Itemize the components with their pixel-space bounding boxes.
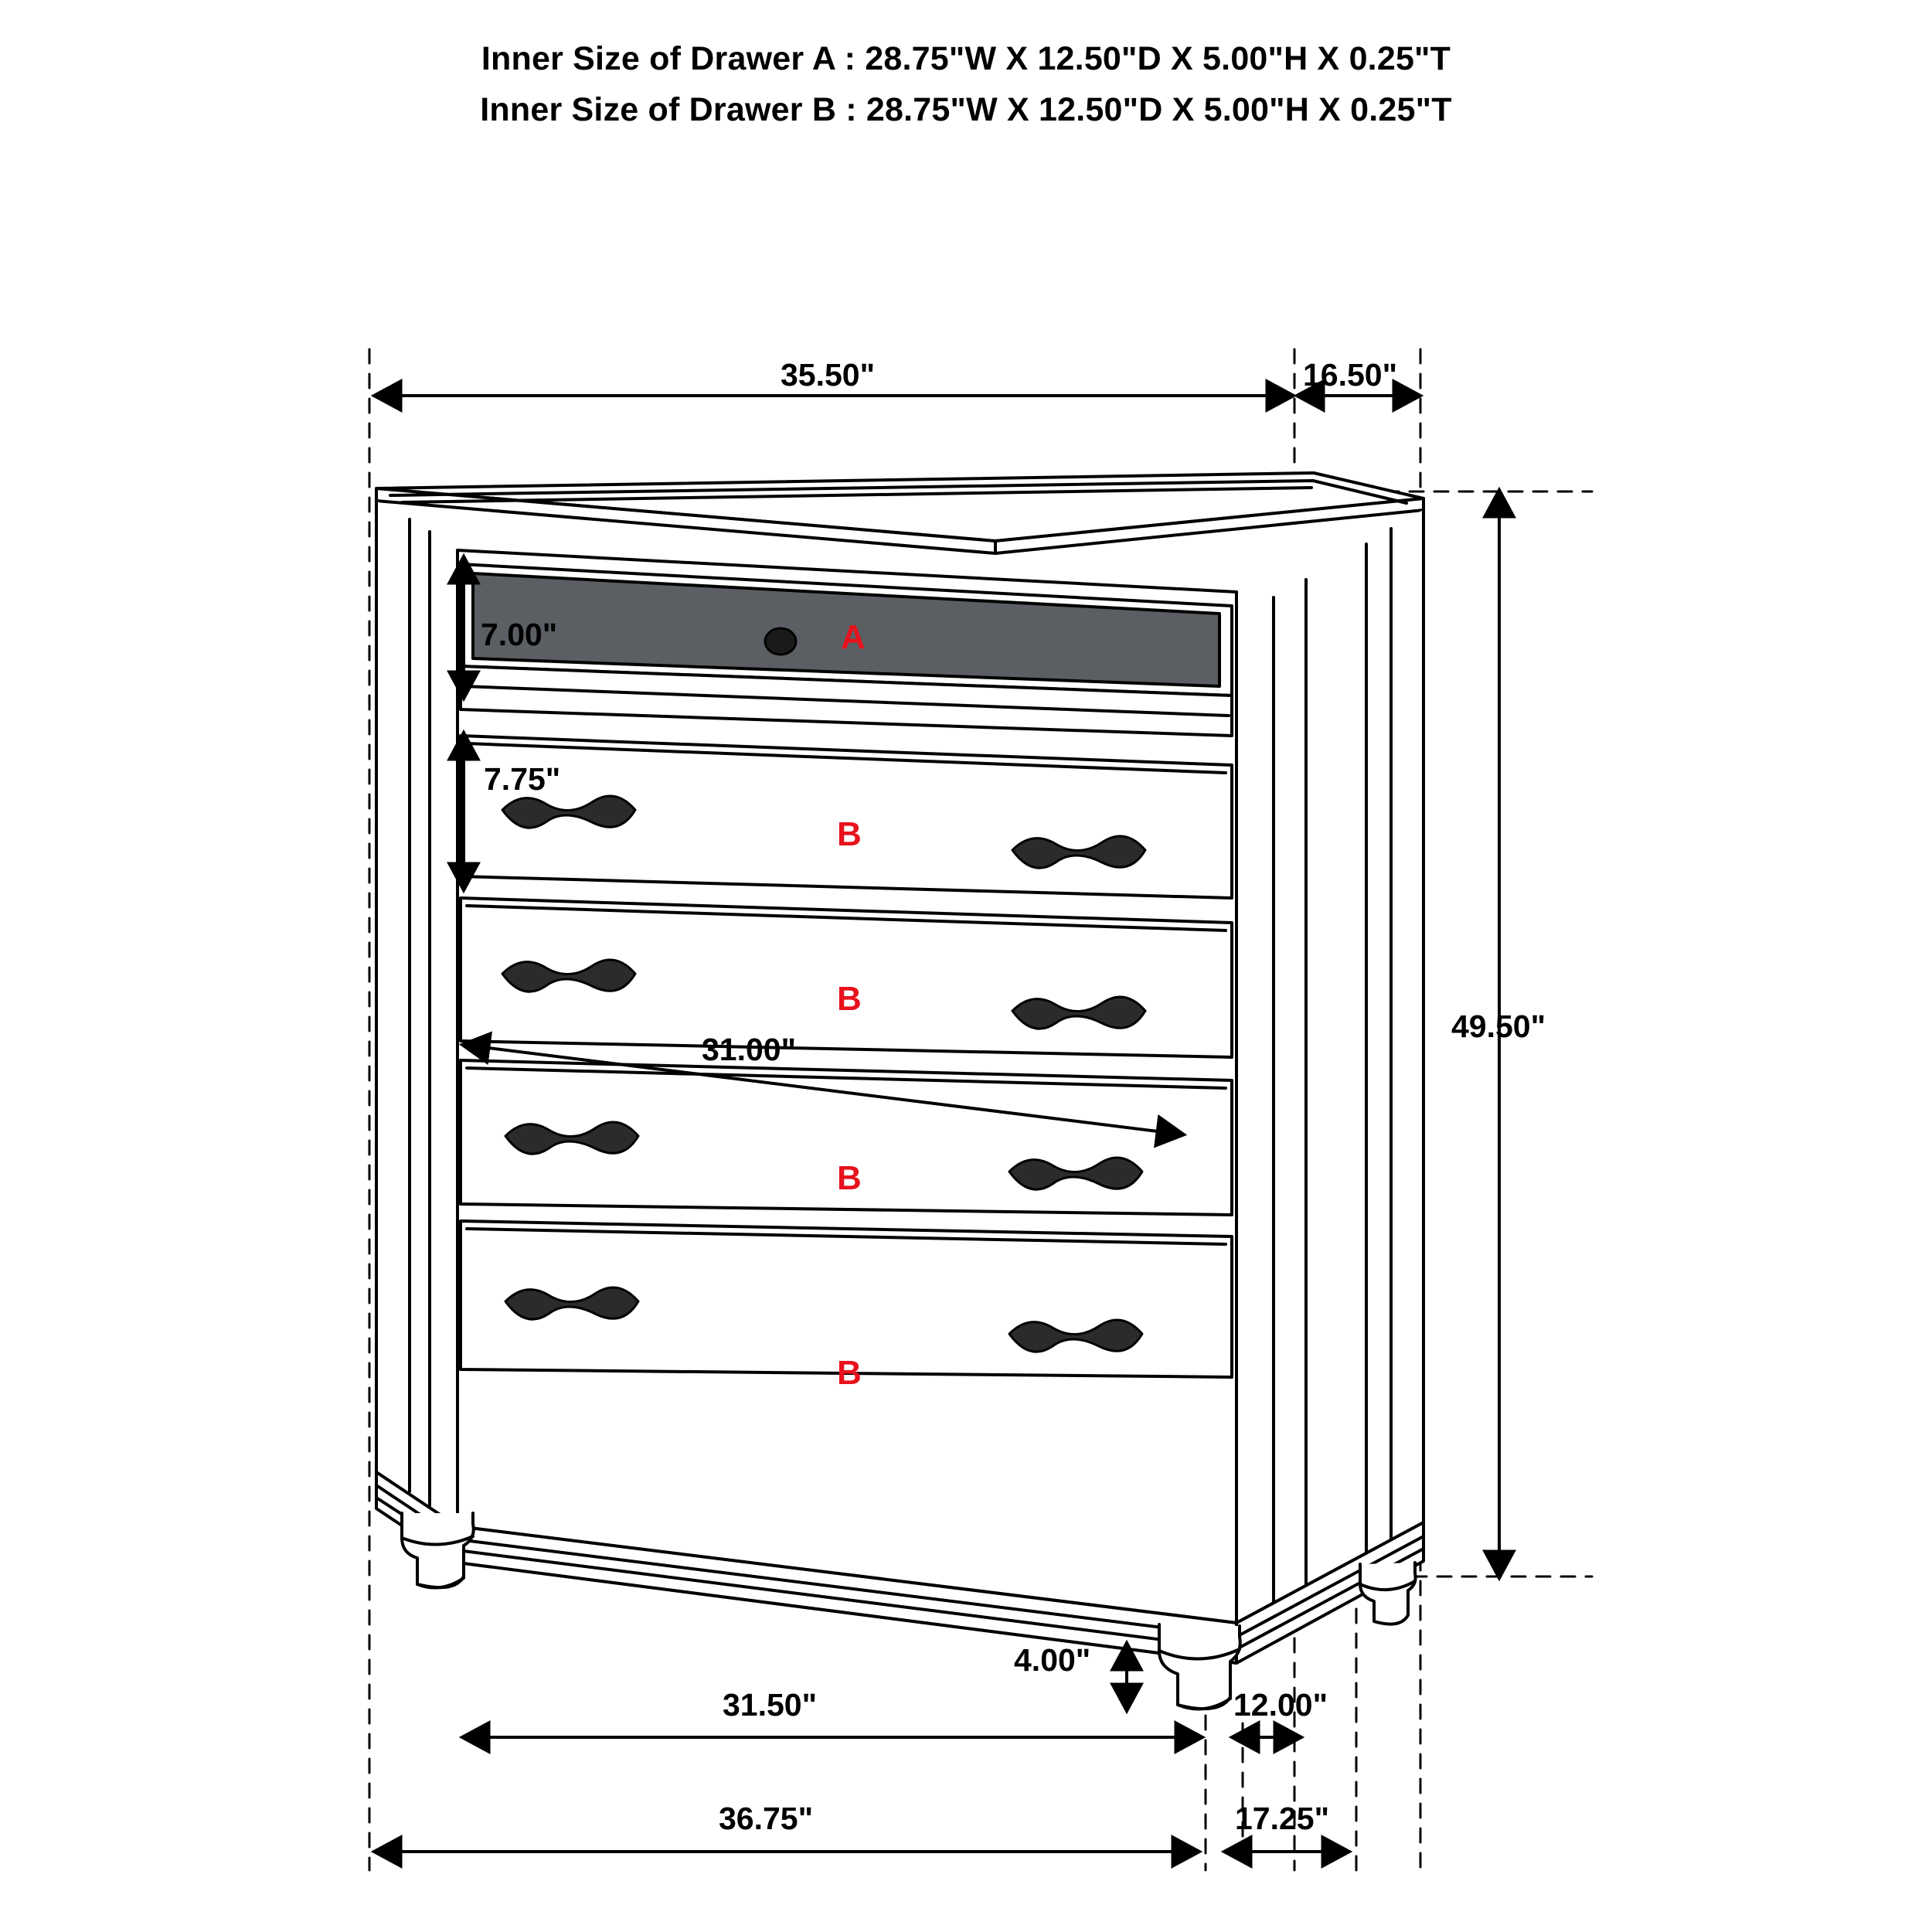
dim-drawer-a-height: 7.00" (481, 617, 558, 652)
dim-base-width: 31.50" (723, 1687, 818, 1723)
dim-overall-width: 36.75" (719, 1801, 814, 1836)
dim-overall-depth: 17.25" (1235, 1801, 1330, 1836)
dim-top-depth: 16.50" (1303, 357, 1398, 393)
header-line-2: Inner Size of Drawer B : 28.75"W X 12.50"D X 5.00"H X 0.25"T (480, 91, 1452, 128)
drawer-tag-b-2: B (837, 980, 862, 1018)
dim-top-width: 35.50" (781, 357, 876, 393)
dim-drawer-b-height: 7.75" (484, 761, 561, 797)
drawer-tag-b-3: B (837, 1159, 862, 1197)
drawer-tag-a: A (841, 618, 866, 656)
drawer-tag-b-4: B (837, 1354, 862, 1392)
drawer-tag-b-1: B (837, 815, 862, 853)
dim-base-depth: 12.00" (1233, 1687, 1328, 1723)
dim-total-height: 49.50" (1451, 1009, 1546, 1044)
dim-leg-height: 4.00" (1014, 1642, 1091, 1678)
dim-drawer-width: 31.00" (702, 1032, 797, 1067)
header-line-1: Inner Size of Drawer A : 28.75"W X 12.50"D X 5.00"H X 0.25"T (481, 40, 1451, 77)
